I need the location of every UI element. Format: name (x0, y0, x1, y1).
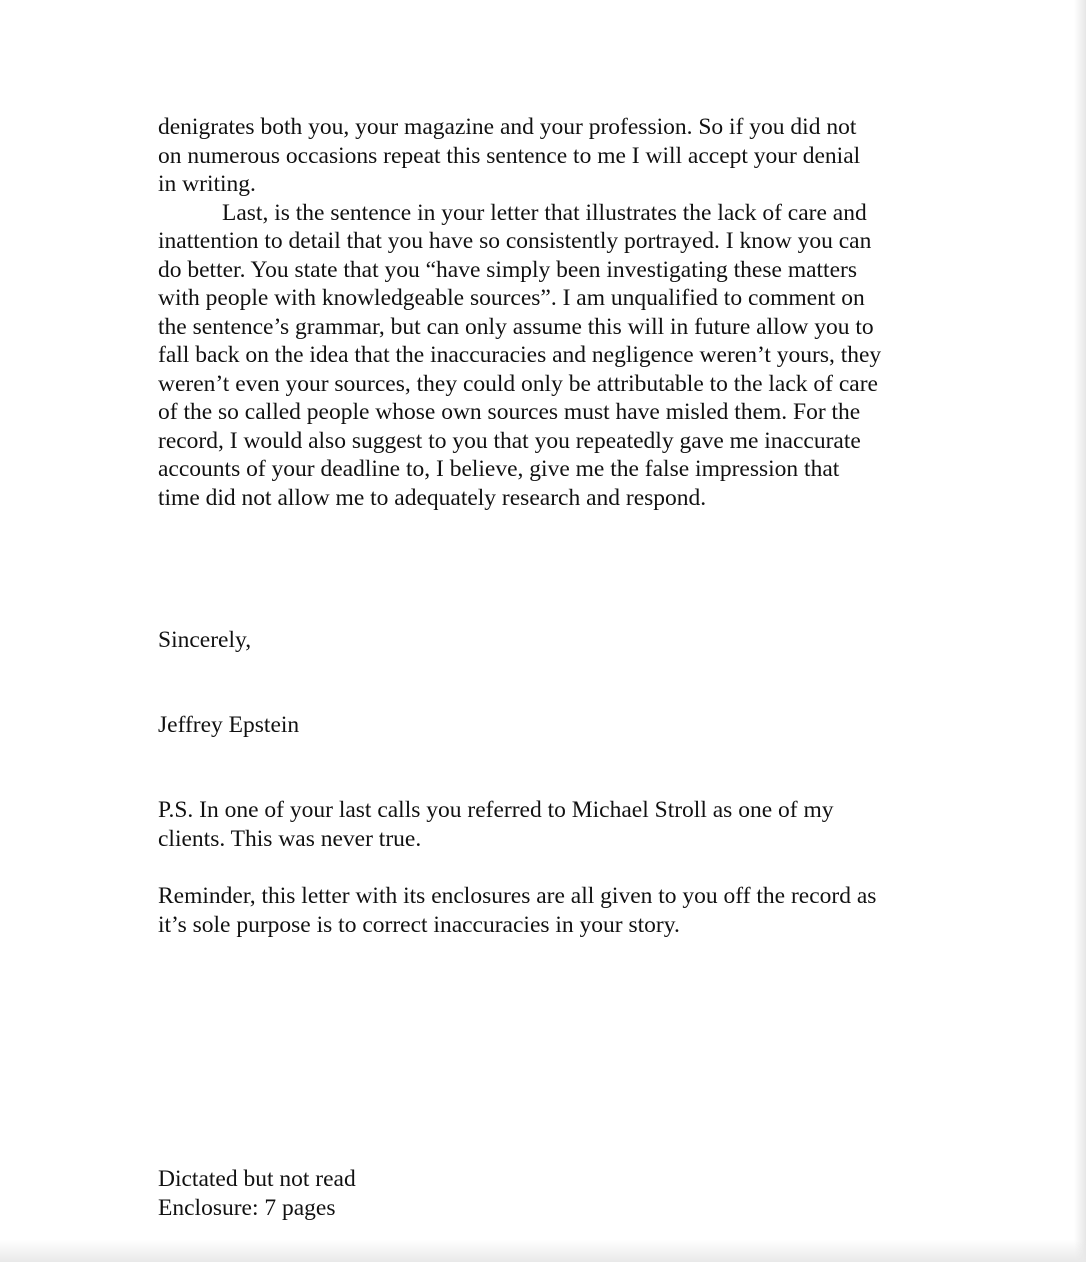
body-line: accounts of your deadline to, I believe, give me the false impression that (158, 456, 840, 482)
footer-notes (158, 1165, 928, 1222)
postscript-line: P.S. In one of your last calls you referred to Michael Stroll as one of my (158, 797, 834, 823)
signature (158, 711, 928, 740)
reminder (158, 882, 928, 939)
body-line: the sentence’s grammar, but can only assume this will in future allow you to (158, 313, 874, 340)
reminder-line: Reminder, this letter with its enclosures are all given to you off the record as (158, 883, 877, 909)
reminder-line: it’s sole purpose is to correct inaccuracies in your story. (158, 911, 680, 938)
footer-line: Dictated but not read (158, 1166, 356, 1192)
closing (158, 626, 928, 655)
body-line: do better. You state that you “have simply been investigating these matters (158, 256, 857, 283)
postscript (158, 796, 928, 853)
page-edge-shadow (1074, 0, 1086, 1262)
body-line: time did not allow me to adequately research and respond. (158, 484, 707, 511)
body-line: on numerous occasions repeat this sentence to me I will accept your denial (158, 142, 861, 169)
closing-text: Sincerely, (158, 627, 252, 653)
postscript-line: clients. This was never true. (158, 825, 422, 852)
body-line: of the so called people whose own sources must have misled them. For the (158, 399, 861, 425)
body-line: with people with knowledgeable sources”. I am unqualified to comment on (158, 285, 865, 311)
body-line: in writing. (158, 171, 256, 197)
page-bottom-shadow (0, 1240, 1086, 1262)
body-line: inattention to detail that you have so consistently portrayed. I know you can (158, 228, 872, 254)
body-line: record, I would also suggest to you that you repeatedly gave me inaccurate (158, 427, 861, 454)
body-line: Last, is the sentence in your letter that illustrates the lack of care and (222, 199, 867, 226)
body-line: fall back on the idea that the inaccuracies and negligence weren’t yours, they (158, 342, 882, 368)
letter-body (158, 113, 928, 512)
signature-name: Jeffrey Epstein (158, 712, 300, 738)
body-line: denigrates both you, your magazine and your profession. So if you did not (158, 114, 857, 140)
body-line: weren’t even your sources, they could only be attributable to the lack of care (158, 370, 878, 397)
footer-line: Enclosure: 7 pages (158, 1194, 336, 1221)
